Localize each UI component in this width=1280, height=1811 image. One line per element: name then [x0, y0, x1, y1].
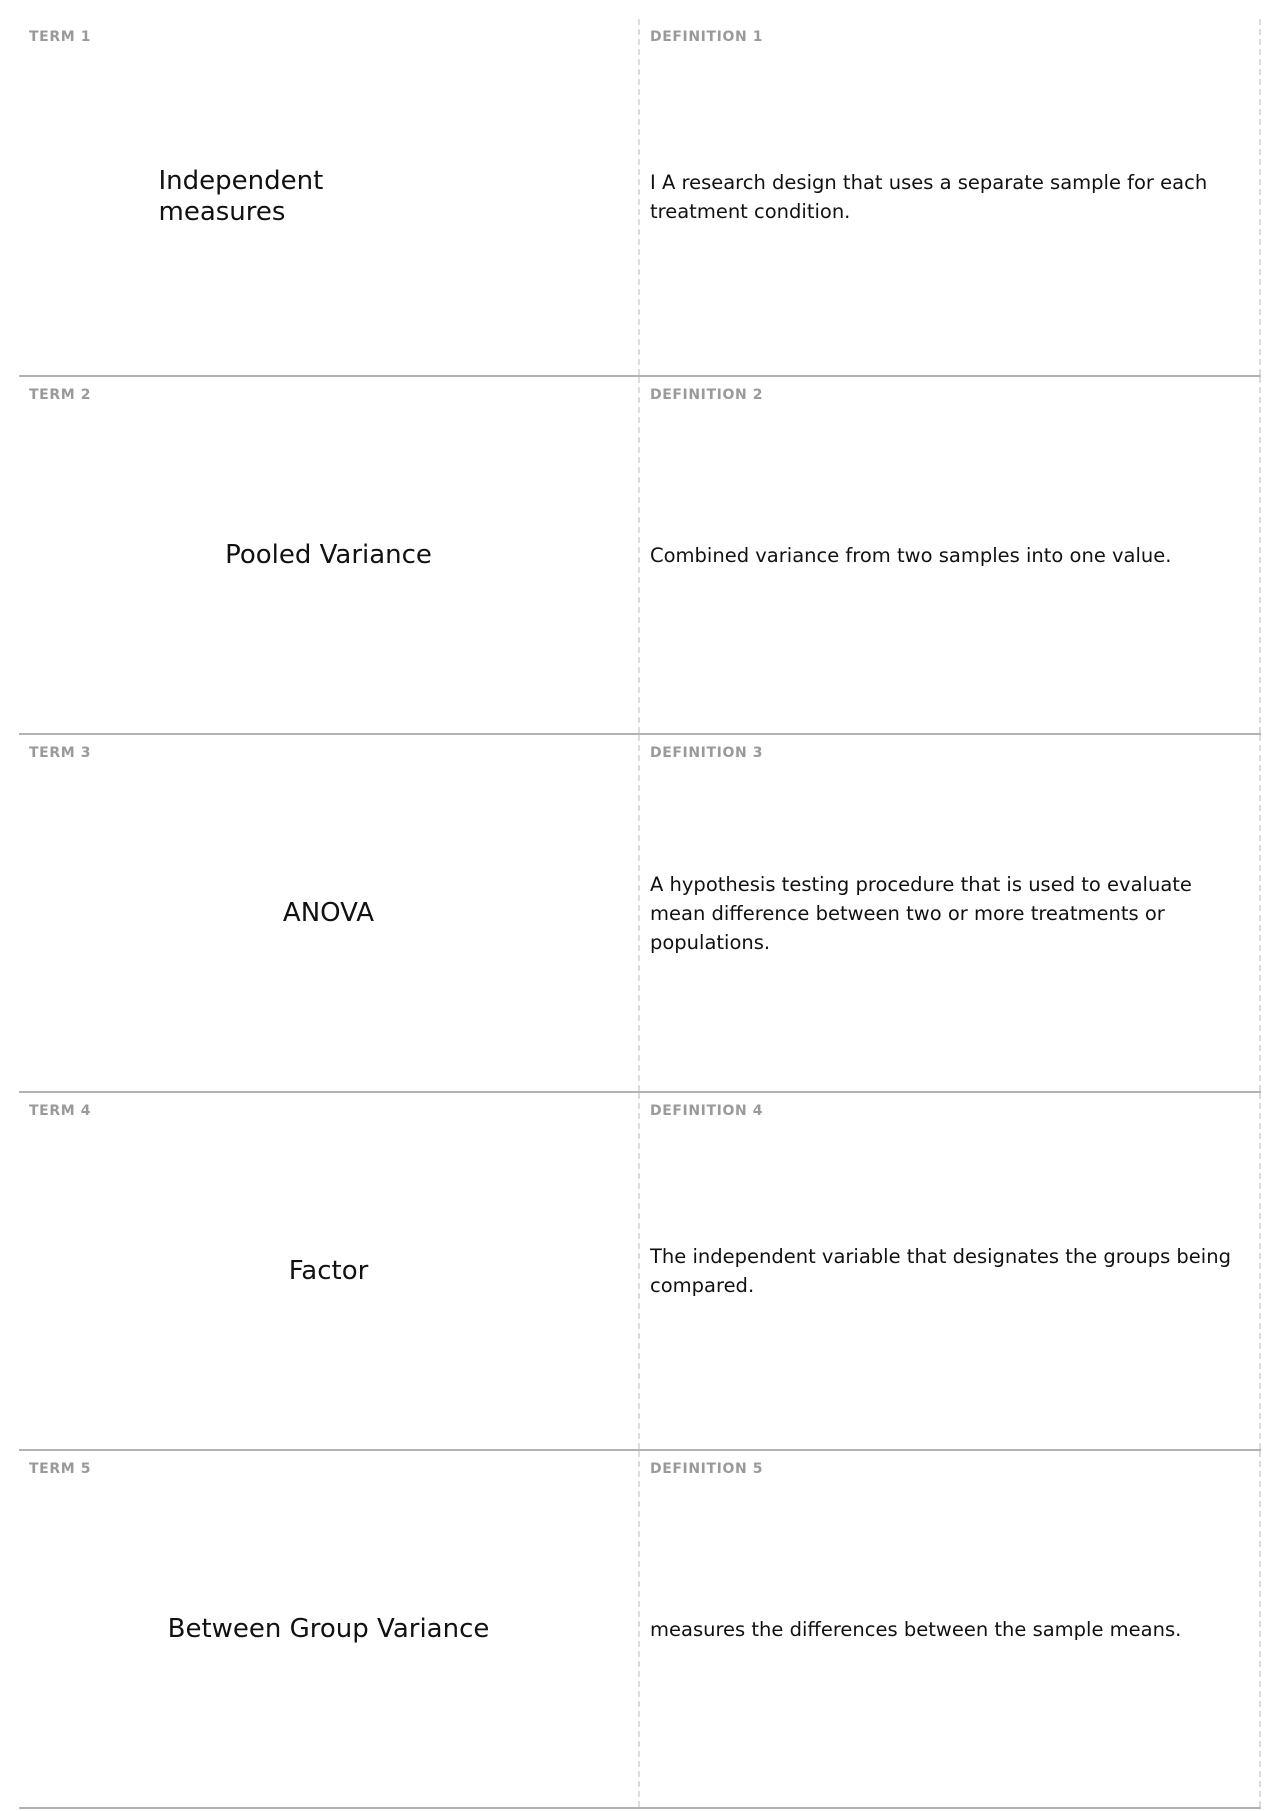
flashcard-sheet [19, 19, 1261, 1809]
definition-text: A hypothesis testing procedure that is used to evaluate mean difference between two or more treatments or populations. [650, 872, 1192, 954]
definition-cell [640, 735, 1261, 1091]
term-text: Independent measures [158, 166, 324, 227]
definition-cell [640, 377, 1261, 733]
flashcard-row-2 [19, 377, 1261, 735]
definition-text: The independent variable that designates the groups being compared. [650, 1245, 1231, 1297]
term-container [19, 1093, 638, 1449]
flashcard-row-3 [19, 735, 1261, 1093]
term-label: TERM 1 [29, 29, 92, 45]
definition-cell [640, 19, 1261, 375]
definition-cell [640, 1451, 1261, 1807]
term-cell [19, 19, 640, 375]
term-label: TERM 2 [29, 387, 92, 403]
term-cell [19, 1451, 640, 1807]
term-cell [19, 1093, 640, 1449]
term-label: TERM 4 [29, 1103, 92, 1119]
term-text: Factor [288, 1255, 369, 1286]
flashcard-row-4 [19, 1093, 1261, 1451]
definition-label: DEFINITION 4 [650, 1103, 764, 1119]
definition-text: Combined variance from two samples into one value. [650, 543, 1172, 567]
definition-label: DEFINITION 3 [650, 745, 764, 761]
term-cell [19, 735, 640, 1091]
definition-container [650, 1093, 1253, 1449]
term-cell [19, 377, 640, 733]
term-text: Between Group Variance [167, 1613, 490, 1644]
definition-label: DEFINITION 2 [650, 387, 764, 403]
term-container [19, 735, 638, 1091]
term-label: TERM 5 [29, 1461, 92, 1477]
definition-label: DEFINITION 5 [650, 1461, 764, 1477]
term-text: ANOVA [282, 897, 375, 928]
term-label: TERM 3 [29, 745, 92, 761]
definition-text: I A research design that uses a separate sample for each treatment condition. [650, 171, 1208, 223]
definition-container [650, 19, 1253, 375]
term-container [19, 377, 638, 733]
definition-text: measures the differences between the sample means. [650, 1617, 1182, 1641]
flashcard-row-5 [19, 1451, 1261, 1809]
flashcard-row-1 [19, 19, 1261, 377]
definition-cell [640, 1093, 1261, 1449]
term-container [19, 19, 638, 375]
definition-container [650, 1451, 1253, 1807]
definition-container [650, 735, 1253, 1091]
definition-label: DEFINITION 1 [650, 29, 764, 45]
definition-container [650, 377, 1253, 733]
term-text: Pooled Variance [225, 539, 432, 570]
term-container [19, 1451, 638, 1807]
